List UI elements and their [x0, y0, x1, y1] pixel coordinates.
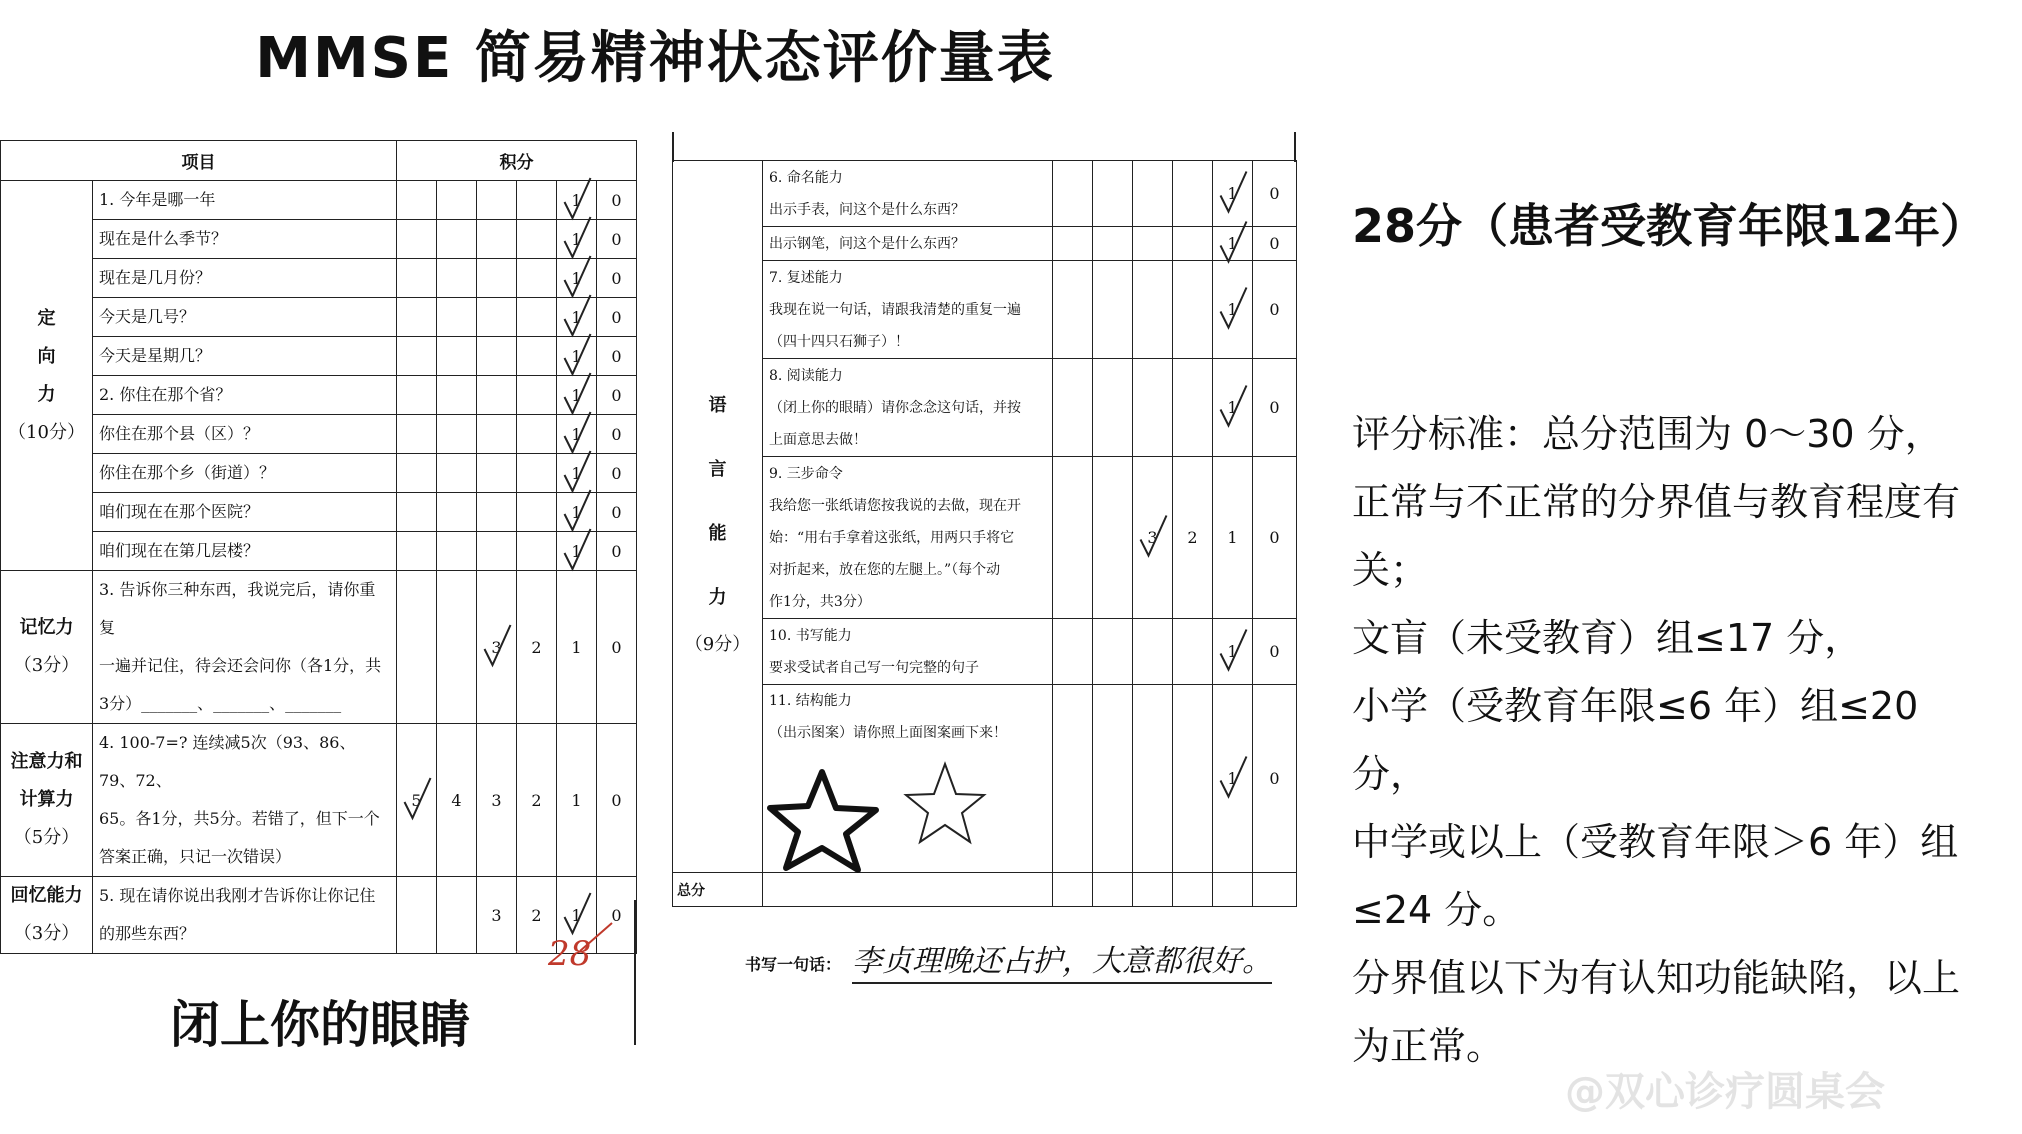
- handwritten-sentence: 李贞理晚还占护，大意都很好。: [852, 936, 1272, 984]
- score-cell: 0: [597, 181, 637, 220]
- score-heading: 28分（患者受教育年限12年）: [1352, 199, 1987, 253]
- checkmark: [405, 778, 431, 818]
- item-text: 今天是星期几？: [93, 337, 397, 376]
- criteria-line: 分界值以下为有认知功能缺陷，以上: [1352, 956, 1961, 1000]
- score-cell: 1: [557, 415, 597, 454]
- checkmark: [1221, 630, 1247, 670]
- item-line: 3. 告诉你三种东西，我说完后，请你重复: [99, 580, 376, 637]
- score-cell: 1: [1213, 227, 1253, 261]
- item-text: 你住在那个乡（街道）？: [93, 454, 397, 493]
- item-line: 的那些东西？: [99, 924, 196, 943]
- header-item: 项目: [1, 141, 397, 181]
- item-line: 作1分，共3分）: [769, 593, 871, 610]
- score-cell: 1: [557, 454, 597, 493]
- score-cell: 4: [437, 724, 477, 877]
- watermark: @双心诊疗圆桌会: [1565, 1069, 1885, 1115]
- score-cell: 0: [1253, 227, 1297, 261]
- category-label: 注意力和: [10, 751, 83, 772]
- category-label: （3分）: [13, 923, 80, 944]
- category-label: （9分）: [684, 633, 751, 655]
- score-cell: 2: [517, 571, 557, 724]
- category-label: 计算力: [19, 789, 74, 810]
- item-line: 11. 结构能力: [769, 693, 852, 709]
- score-cell: 1: [557, 493, 597, 532]
- score-cell: 0: [597, 298, 637, 337]
- header-score: 积分: [397, 141, 637, 181]
- item-line: 要求受试者自己写一句完整的句子: [769, 659, 979, 676]
- criteria-line: 文盲（未受教育）组≤17 分，: [1352, 616, 1863, 660]
- checkmark: [565, 334, 591, 374]
- item-text: 今天是几号？: [93, 298, 397, 337]
- score-cell: 0: [597, 337, 637, 376]
- score-cell: 0: [1253, 261, 1297, 359]
- criteria-line: 中学或以上（受教育年限＞6 年）组: [1352, 820, 1959, 864]
- item-line: （四十四只石狮子）！: [769, 333, 909, 350]
- score-cell: 0: [597, 415, 637, 454]
- criteria-line: 为正常。: [1352, 1024, 1505, 1068]
- item-line: 始：“用右手拿着这张纸，用两只手将它: [769, 529, 1015, 546]
- score-cell: 1: [557, 259, 597, 298]
- score-cell: 0: [1253, 619, 1297, 685]
- checkmark: [565, 412, 591, 452]
- item-text: 现在是几月份？: [93, 259, 397, 298]
- score-cell: 1: [557, 298, 597, 337]
- score-cell: 0: [597, 571, 637, 724]
- score-cell: 5: [397, 724, 437, 877]
- score-cell: 1: [557, 532, 597, 571]
- checkmark: [565, 490, 591, 530]
- category-label: 回忆能力: [10, 885, 83, 906]
- score-cell: 0: [597, 877, 637, 954]
- item-line: 出示钢笔，问这个是什么东西？: [769, 235, 965, 252]
- item-line: 65。各1分，共5分。若错了，但下一个: [99, 809, 380, 828]
- score-cell: 0: [597, 724, 637, 877]
- score-cell: 1: [557, 181, 597, 220]
- page-title: MMSE 简易精神状态评价量表: [255, 26, 1055, 91]
- checkmark: [1221, 386, 1247, 426]
- item-text: 咱们现在在那个医院？: [93, 493, 397, 532]
- category-label: 能: [708, 522, 727, 544]
- score-cell: 0: [597, 493, 637, 532]
- score-cell: 1: [557, 571, 597, 724]
- score-cell: 0: [597, 376, 637, 415]
- score-cell: 1: [557, 376, 597, 415]
- item-line: （出示图案）请你照上面图案画下来！: [769, 725, 1007, 741]
- category-label: 记忆力: [19, 617, 74, 638]
- checkmark: [485, 625, 511, 665]
- sentence-label: 书写一句话：: [745, 955, 842, 974]
- checkmark: [565, 529, 591, 569]
- criteria-line: 分，: [1352, 752, 1429, 796]
- checkmark: [565, 295, 591, 335]
- item-line: 7. 复述能力: [769, 269, 843, 286]
- score-cell: 0: [1253, 685, 1297, 873]
- category-label: （5分）: [13, 827, 80, 848]
- category-label: 向: [37, 345, 56, 367]
- item-text: 咱们现在在第几层楼？: [93, 532, 397, 571]
- close-eyes-instruction: 闭上你的眼睛: [170, 996, 470, 1054]
- item-line: 答案正确，只记一次错误）: [99, 847, 292, 866]
- criteria-line: 正常与不正常的分界值与教育程度有: [1352, 480, 1961, 524]
- score-cell: 2: [517, 724, 557, 877]
- item-line: 我给您一张纸请您按我说的去做，现在开: [769, 497, 1021, 514]
- checkmark: [565, 373, 591, 413]
- item-line: 4. 100-7=? 连续减5次（93、86、79、72、: [99, 733, 356, 790]
- score-cell: 3: [477, 571, 517, 724]
- item-line: 对折起来，放在您的左腿上。”（每个动: [769, 561, 1001, 578]
- item-line: 出示手表，问这个是什么东西？: [769, 201, 965, 218]
- score-cell: 1: [1213, 359, 1253, 457]
- category-label: 语: [708, 394, 727, 416]
- item-line: 上面意思去做！: [769, 431, 867, 448]
- scoring-criteria: [1352, 400, 1972, 1080]
- score-cell: 1: [557, 337, 597, 376]
- category-label: 力: [708, 586, 727, 608]
- score-cell: 1: [1213, 161, 1253, 227]
- score-cell: 0: [1253, 161, 1297, 227]
- score-cell: 0: [597, 259, 637, 298]
- score-cell: 0: [1253, 359, 1297, 457]
- checkmark: [565, 217, 591, 257]
- score-cell: 3: [477, 724, 517, 877]
- criteria-line: ≤24 分。: [1352, 888, 1521, 932]
- score-cell: 1: [557, 877, 597, 954]
- score-cell: 3: [477, 877, 517, 954]
- checkmark: [1221, 222, 1247, 262]
- score-cell: 1: [1213, 619, 1253, 685]
- item-line: 我现在说一句话，请跟我清楚的重复一遍: [769, 301, 1021, 318]
- item-text: 现在是什么季节？: [93, 220, 397, 259]
- score-cell: 1: [1213, 261, 1253, 359]
- item-text: 1. 今年是哪一年: [93, 181, 397, 220]
- score-cell: 0: [597, 454, 637, 493]
- checkmark: [1221, 172, 1247, 212]
- category-label: 力: [37, 383, 56, 405]
- criteria-line: 关；: [1352, 548, 1429, 592]
- score-cell: 2: [1173, 457, 1213, 619]
- handwritten-total-text: 28: [548, 934, 592, 974]
- item-line: 10. 书写能力: [769, 627, 852, 644]
- criteria-line: 小学（受教育年限≤6 年）组≤20: [1352, 684, 1919, 728]
- handwritten-total: [540, 915, 620, 985]
- checkmark: [1221, 757, 1247, 797]
- score-cell: 2: [517, 877, 557, 954]
- checkmark: [565, 178, 591, 218]
- item-line: 9. 三步命令: [769, 465, 843, 482]
- item-text: 你住在那个县（区）？: [93, 415, 397, 454]
- item-line: 3分）_______、_______、_______: [99, 694, 342, 713]
- category-label: 言: [708, 458, 727, 480]
- score-cell: 0: [1253, 457, 1297, 619]
- item-text: 2. 你住在那个省？: [93, 376, 397, 415]
- score-cell: 3: [1133, 457, 1173, 619]
- score-cell: 1: [1213, 457, 1253, 619]
- score-cell: 1: [557, 220, 597, 259]
- item-line: 8. 阅读能力: [769, 367, 843, 384]
- category-label: 定: [37, 307, 56, 329]
- item-line: 6. 命名能力: [769, 169, 843, 186]
- total-label: 总分: [673, 873, 763, 907]
- item-line: （闭上你的眼睛）请你念念这句话，并按: [769, 399, 1021, 416]
- checkmark: [565, 451, 591, 491]
- category-label: （10分）: [8, 421, 85, 443]
- checkmark: [565, 256, 591, 296]
- category-label: （3分）: [13, 655, 80, 676]
- score-cell: 0: [597, 220, 637, 259]
- criteria-line: 评分标准：总分范围为 0～30 分，: [1352, 412, 1943, 456]
- score-cell: 1: [1213, 685, 1253, 873]
- item-line: 5. 现在请你说出我刚才告诉你让你记住: [99, 886, 376, 905]
- score-cell: 0: [597, 532, 637, 571]
- checkmark: [1141, 516, 1167, 556]
- score-cell: 1: [557, 724, 597, 877]
- item-line: 一遍并记住，待会还会问你（各1分，共: [99, 656, 382, 675]
- checkmark: [1221, 288, 1247, 328]
